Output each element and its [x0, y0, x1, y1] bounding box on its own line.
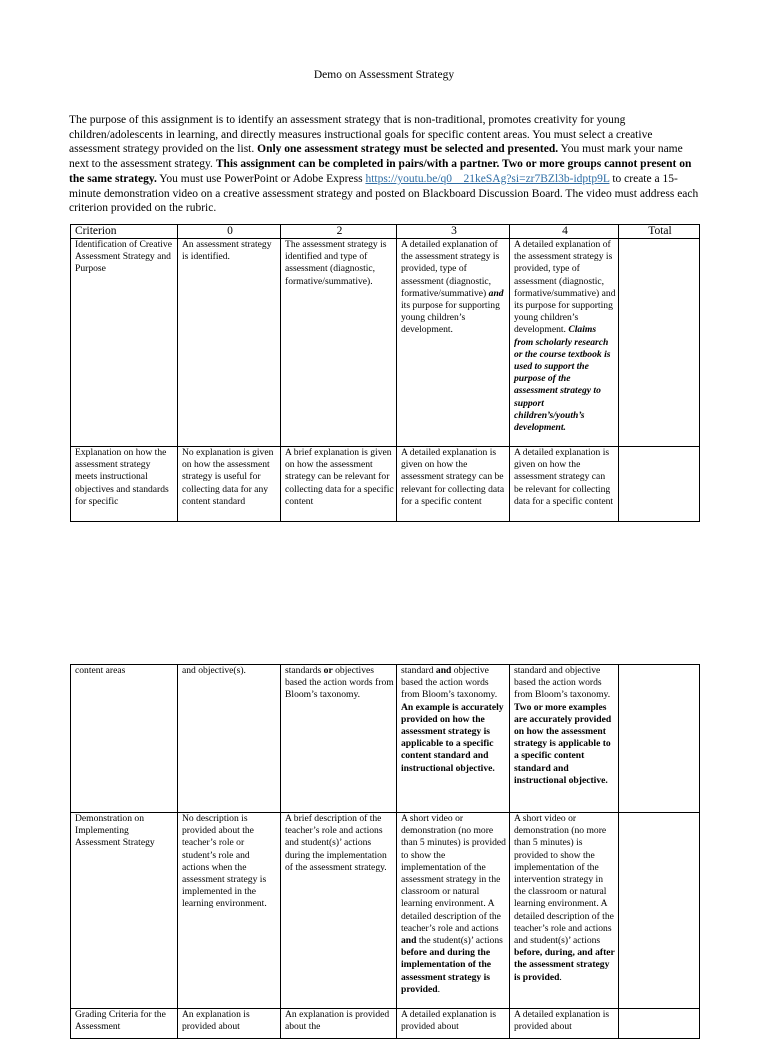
score-0-cell: and objective(s).: [178, 665, 281, 813]
header-score-4: 4: [510, 225, 619, 239]
criterion-cell: Identification of Creative Assessment Strategy and Purpose: [71, 239, 178, 447]
score-4-cell: standard and objective based the action words from Bloom’s taxonomy. Two or more examples are accurately provided on how the assessment strategy is applicable to a specific content standard and instructional objective.: [510, 665, 619, 813]
score-0-cell: No explanation is given on how the assessment strategy is useful for collecting data for any content standard: [178, 447, 281, 522]
header-total: Total: [619, 225, 700, 239]
score-3-cell: A detailed explanation is provided about: [397, 1009, 510, 1039]
table-row: [71, 239, 700, 447]
criterion-cell: content areas: [71, 665, 178, 813]
score-2-cell: A brief description of the teacher’s role and actions and student(s)’ actions during the implementation of the assessment strategy.: [281, 813, 397, 1009]
score-2-cell: An explanation is provided about the: [281, 1009, 397, 1039]
score-2-cell: standards or objectives based the action words from Bloom’s taxonomy.: [281, 665, 397, 813]
score-3-cell: A detailed explanation is given on how the assessment strategy can be relevant for collecting data for a specific content: [397, 447, 510, 522]
table-row: [71, 813, 700, 1009]
total-cell: [619, 813, 700, 1009]
table-row: [71, 665, 700, 813]
video-link[interactable]: https://youtu.be/q0__21keSAg?si=zr7BZl3b-idptp9L: [365, 172, 610, 185]
score-4-cell: A short video or demonstration (no more than 5 minutes) is provided to show the implementation of the intervention strategy in the classroom or natural learning environment. A detailed description of the teacher’s role and actions and student(s)’ actions before, during, and after the assessment strategy is provided.: [510, 813, 619, 1009]
score-2-cell: A brief explanation is given on how the assessment strategy can be relevant for collecting data for a specific content: [281, 447, 397, 522]
criterion-cell: Explanation on how the assessment strategy meets instructional objectives and standards for specific: [71, 447, 178, 522]
criterion-cell: Grading Criteria for the Assessment: [71, 1009, 178, 1039]
score-0-cell: An assessment strategy is identified.: [178, 239, 281, 447]
score-4-cell: A detailed explanation is provided about: [510, 1009, 619, 1039]
header-score-3: 3: [397, 225, 510, 239]
total-cell: [619, 665, 700, 813]
header-row: [71, 225, 700, 239]
total-cell: [619, 447, 700, 522]
header-score-0: 0: [178, 225, 281, 239]
page-title: Demo on Assessment Strategy: [313, 69, 455, 81]
score-4-cell: A detailed explanation of the assessment strategy is provided, type of assessment (diagnostic, formative/summative) and its purpose for supporting young children’s development. Claims from scholarly research or the course textbook is used to support the purpose of the assessment strategy to support children’s/youth’s development.: [510, 239, 619, 447]
rubric-table: [70, 224, 700, 522]
score-2-cell: The assessment strategy is identified and type of assessment (diagnostic, formative/summative).: [281, 239, 397, 447]
score-0-cell: No description is provided about the teacher’s role or student’s role and actions when the assessment strategy is implemented in the learning environment.: [178, 813, 281, 1009]
total-cell: [619, 239, 700, 447]
score-3-cell: A short video or demonstration (no more than 5 minutes) is provided to show the implementation of the assessment strategy in the classroom or natural learning environment. A detailed description of the teacher’s role and actions and the student(s)’ actions before and during the implementation of the assessment strategy is provided.: [397, 813, 510, 1009]
score-4-cell: A detailed explanation is given on how the assessment strategy can be relevant for collecting data for a specific content: [510, 447, 619, 522]
header-criterion: Criterion: [71, 225, 178, 239]
score-3-cell: standard and objective based the action words from Bloom’s taxonomy. An example is accurately provided on how the assessment strategy is applicable to a specific content standard and instructional objective.: [397, 665, 510, 813]
header-score-2: 2: [281, 225, 397, 239]
table-row: [71, 447, 700, 522]
intro-paragraph: The purpose of this assignment is to identify an assessment strategy that is non-traditional, promotes creativity for young children/adolescents in learning, and directly measures instructional goals for specific content areas. You must select a creative assessment strategy provided on the list. Only one assessment strategy must be selected and presented. You must mark your name next to the assessment strategy. This assignment can be completed in pairs/with a partner. Two or more groups cannot present on the same strategy. You must use PowerPoint or Adobe Express https://youtu.be/q0__21keSAg?si=zr7BZl3b-idptp9L to create a 15-minute demonstration video on a creative assessment strategy and posted on Blackboard Discussion Board. The video must address each criterion provided on the rubric.: [69, 114, 699, 215]
score-0-cell: An explanation is provided about: [178, 1009, 281, 1039]
score-3-cell: A detailed explanation of the assessment strategy is provided, type of assessment (diagnostic, formative/summative) and its purpose for supporting young children’s development.: [397, 239, 510, 447]
criterion-cell: Demonstration on Implementing Assessment Strategy: [71, 813, 178, 1009]
rubric-table-continued: [70, 664, 700, 1039]
